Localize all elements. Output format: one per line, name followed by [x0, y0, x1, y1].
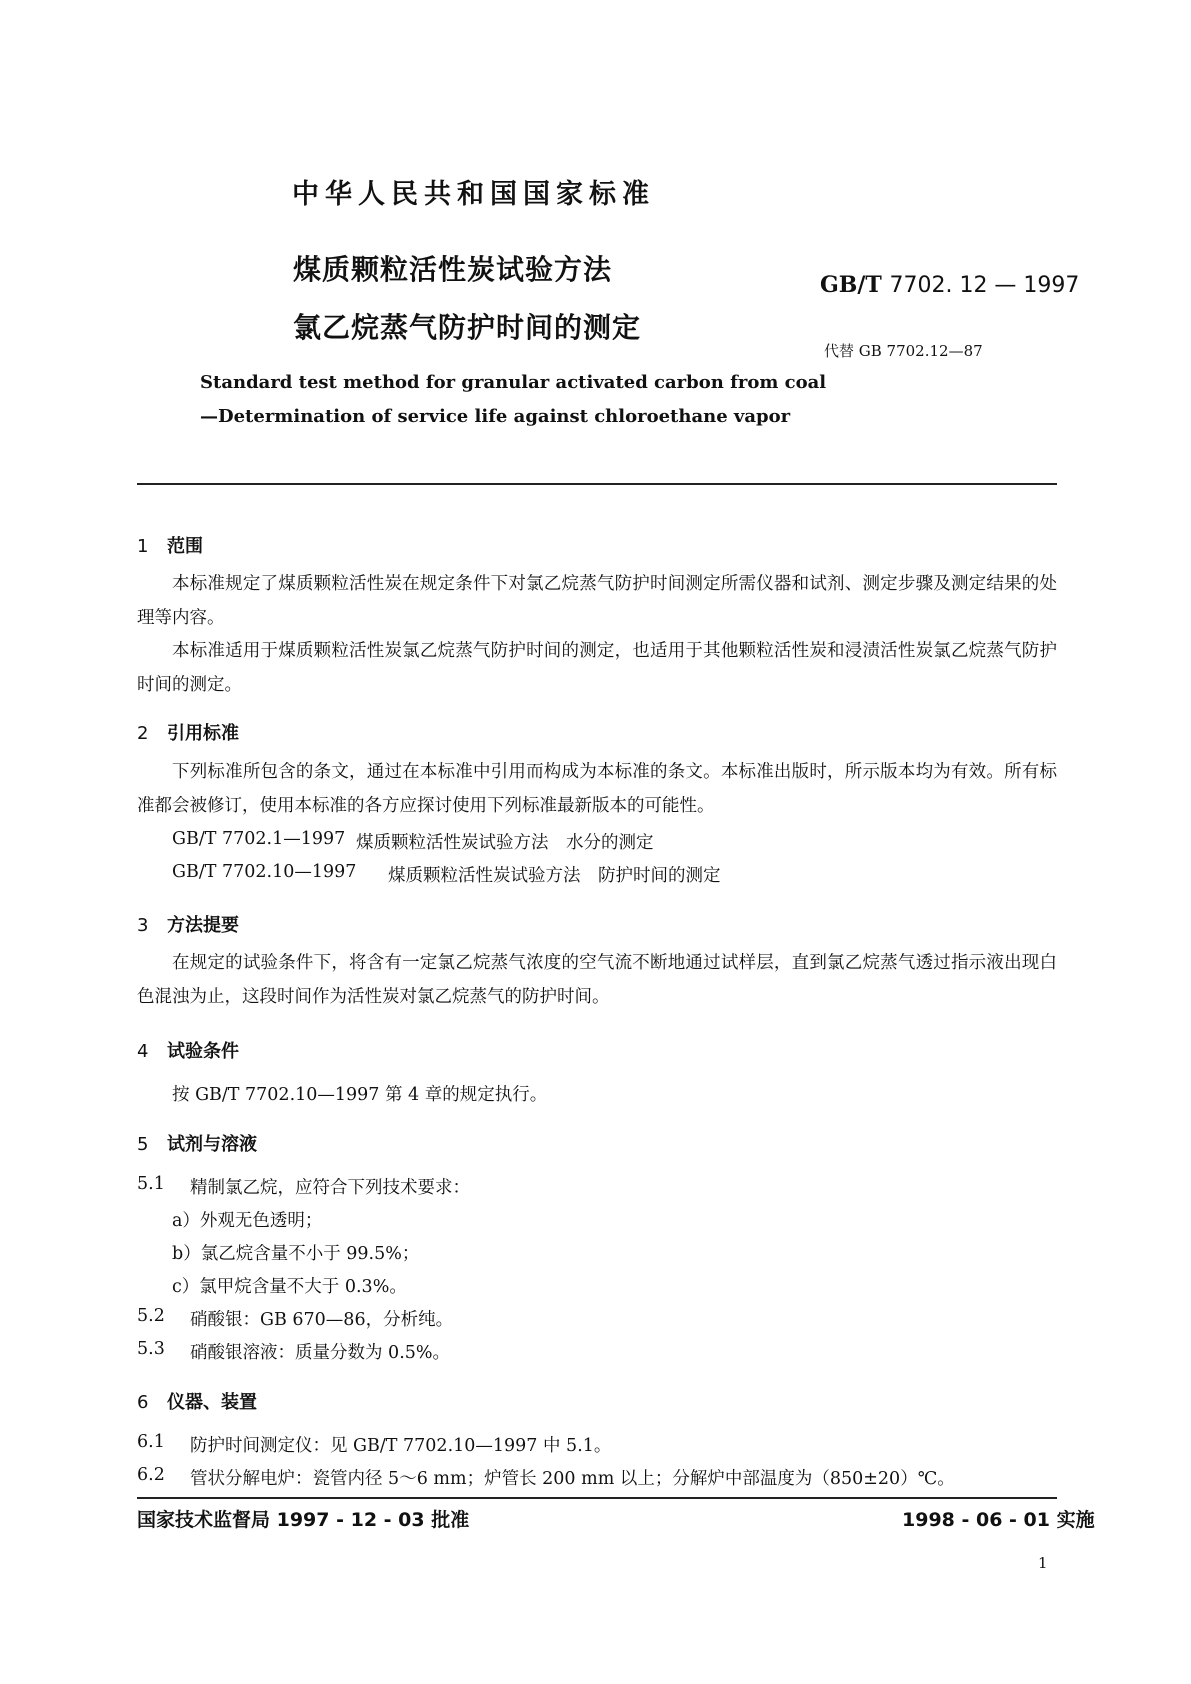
section-5-label: 试剂与溶液 — [167, 1134, 257, 1155]
national-standard-heading: 中华人民共和国国家标准 — [292, 179, 655, 210]
section-2-paragraph-1: 下列标准所包含的条文，通过在本标准中引用而构成为本标准的条文。本标准出版时，所示版本均为有效。所有标准都会被修订，使用本标准的各方应探讨使用下列标准最新版本的可能性。 — [137, 762, 1057, 816]
section-4-paragraph-1: 按 GB/T 7702.10—1997 第 4 章的规定执行。 — [172, 1085, 548, 1105]
header-divider — [137, 483, 1057, 485]
section-1-label: 范围 — [167, 536, 203, 557]
item-5-1-c: c）氯甲烷含量不大于 0.3%。 — [172, 1277, 407, 1297]
section-3-label: 方法提要 — [167, 915, 239, 936]
section-5-title — [137, 1130, 257, 1156]
item-5-1-number: 5.1 — [137, 1174, 165, 1194]
reference-1-code: GB/T 7702.1—1997 — [172, 829, 346, 849]
footer-divider — [137, 1497, 1057, 1499]
reference-2-code: GB/T 7702.10—1997 — [172, 862, 357, 882]
english-title-line-2: —Determination of service life against chloroethane vapor — [200, 406, 791, 427]
reference-1-title: 煤质颗粒活性炭试验方法 水分的测定 — [356, 833, 654, 853]
approval-line: 国家技术监督局 1997 - 12 - 03 批准 — [137, 1509, 470, 1531]
section-4-label: 试验条件 — [167, 1041, 239, 1062]
item-6-1-text: 防护时间测定仪：见 GB/T 7702.10—1997 中 5.1。 — [190, 1436, 612, 1456]
section-1-title — [137, 532, 203, 558]
section-6-label: 仪器、装置 — [167, 1392, 257, 1413]
item-6-2-number: 6.2 — [137, 1465, 165, 1485]
page-number: 1 — [1038, 1554, 1048, 1572]
item-5-2-text: 硝酸银：GB 670—86，分析纯。 — [190, 1310, 454, 1330]
section-6-title — [137, 1388, 257, 1414]
title-line-1: 煤质颗粒活性炭试验方法 — [293, 253, 613, 286]
section-2-label: 引用标准 — [167, 723, 239, 744]
section-5-number: 5 — [137, 1134, 149, 1155]
standard-code-number: 7702. 12 — 1997 — [889, 273, 1080, 298]
section-3-number: 3 — [137, 915, 149, 936]
section-4-number: 4 — [137, 1041, 149, 1062]
english-title-line-1: Standard test method for granular activated carbon from coal — [200, 372, 827, 393]
item-6-2-text: 管状分解电炉：瓷管内径 5～6 mm；炉管长 200 mm 以上；分解炉中部温度为（850±20）℃。 — [190, 1469, 955, 1489]
item-5-1-text: 精制氯乙烷，应符合下列技术要求： — [190, 1178, 470, 1198]
implementation-line: 1998 - 06 - 01 实施 — [902, 1509, 1095, 1531]
section-3-paragraph-1: 在规定的试验条件下，将含有一定氯乙烷蒸气浓度的空气流不断地通过试样层，直到氯乙烷蒸气透过指示液出现白色混浊为止，这段时间作为活性炭对氯乙烷蒸气的防护时间。 — [137, 953, 1057, 1007]
section-2-number: 2 — [137, 723, 149, 744]
item-5-3-text: 硝酸银溶液：质量分数为 0.5%。 — [190, 1343, 451, 1363]
section-2-title — [137, 719, 239, 745]
reference-2-title: 煤质颗粒活性炭试验方法 防护时间的测定 — [388, 866, 721, 886]
item-6-1-number: 6.1 — [137, 1432, 165, 1452]
section-1-paragraph-1: 本标准规定了煤质颗粒活性炭在规定条件下对氯乙烷蒸气防护时间测定所需仪器和试剂、测定步骤及测定结果的处理等内容。 — [137, 574, 1057, 628]
title-line-2: 氯乙烷蒸气防护时间的测定 — [293, 311, 642, 344]
section-6-number: 6 — [137, 1392, 149, 1413]
section-4-title — [137, 1037, 239, 1063]
standard-code — [820, 272, 1079, 298]
item-5-3-number: 5.3 — [137, 1339, 165, 1359]
section-1-paragraph-2: 本标准适用于煤质颗粒活性炭氯乙烷蒸气防护时间的测定，也适用于其他颗粒活性炭和浸渍活性炭氯乙烷蒸气防护时间的测定。 — [137, 641, 1057, 695]
section-1-number: 1 — [137, 536, 149, 557]
standard-code-prefix: GB/T — [820, 272, 882, 298]
item-5-1-a: a）外观无色透明； — [172, 1211, 323, 1231]
item-5-2-number: 5.2 — [137, 1306, 165, 1326]
replaces-standard: 代替 GB 7702.12—87 — [824, 342, 983, 360]
item-5-1-b: b）氯乙烷含量不小于 99.5%； — [172, 1244, 420, 1264]
section-3-title — [137, 911, 239, 937]
